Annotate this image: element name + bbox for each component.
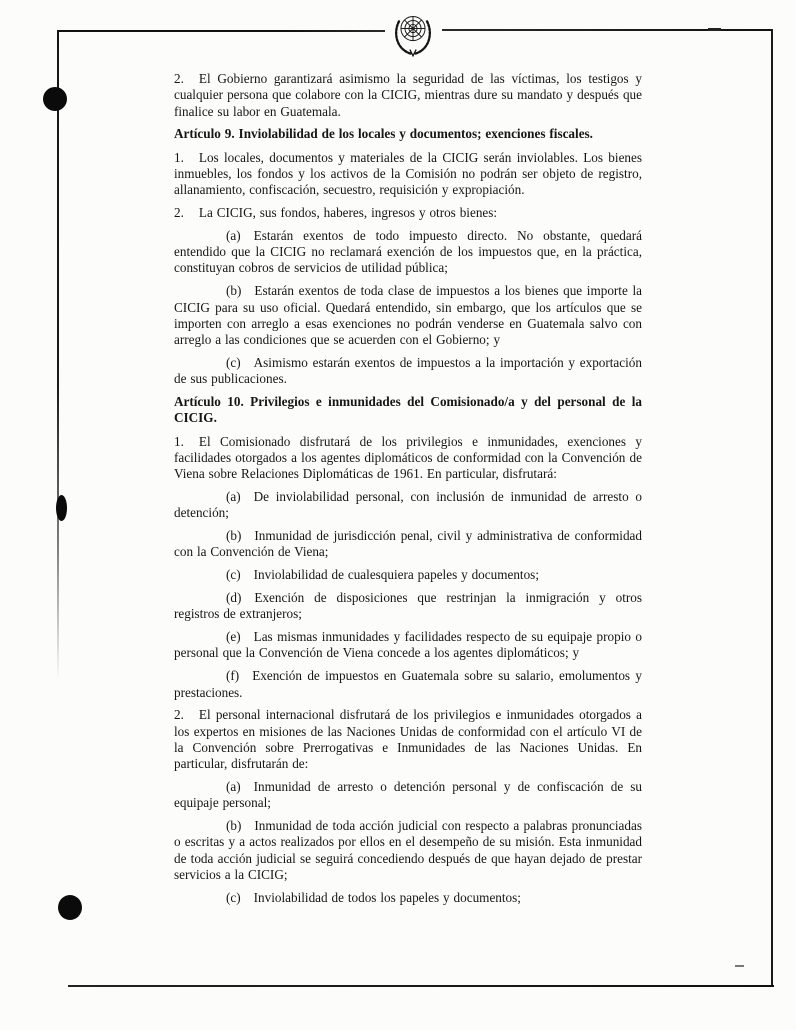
punch-hole-mark-top: [43, 87, 67, 111]
item-text: Exención de disposiciones que restrinjan la inmigración y otros registros de extranjeros;: [174, 590, 642, 622]
item-10-2-c: [174, 890, 642, 906]
page-border-right: [771, 29, 773, 987]
item-letter: (c): [226, 567, 241, 583]
item-text: Asimismo estarán exentos de impuestos a la importación y exportación de sus publicaciones.: [174, 354, 642, 387]
item-10-1-e: [174, 629, 642, 662]
punch-hole-mark-middle: [56, 495, 67, 521]
item-letter: (e): [226, 629, 241, 645]
item-letter: (c): [226, 354, 241, 370]
paragraph-text: El Gobierno garantizará asimismo la seguridad de las víctimas, los testigos y cualquier persona que colabore con la CICIG, mientras dure su mandato y después que finalice su labor en Guatemala.: [174, 71, 642, 119]
item-letter: (c): [226, 889, 241, 905]
item-10-2-b: [174, 818, 642, 883]
para-seguridad-victimas: [174, 71, 642, 120]
item-10-1-d: [174, 590, 642, 623]
paragraph-number: 1.: [174, 149, 184, 165]
item-letter: (d): [226, 590, 242, 606]
item-9-2-c: [174, 355, 642, 388]
document-content: [174, 71, 642, 913]
heading-articulo-9: Artículo 9. Inviolabilidad de los locales y documentos; exenciones fiscales.: [174, 126, 593, 142]
paragraph-text: El personal internacional disfrutará de los privilegios e inmunidades otorgados a los expertos en misiones de las Naciones Unidas de conformidad con el artículo VI de la Convención sobre Prerrogativas e Inmunidades de las Naciones Unidas. En particular, disfrutarán de:: [174, 707, 642, 772]
page-border-bottom: [68, 985, 774, 987]
paragraph-number: 2.: [174, 205, 184, 221]
item-letter: (f): [226, 668, 240, 684]
para-10-2: [174, 707, 642, 772]
page-border-top-right: [442, 29, 773, 31]
item-letter: (a): [226, 778, 241, 794]
paragraph-number: 1.: [174, 433, 184, 449]
item-text: De inviolabilidad personal, con inclusión de inmunidad de arresto o detención;: [174, 489, 642, 521]
un-emblem-icon: [386, 8, 440, 58]
item-letter: (a): [226, 489, 241, 505]
item-9-2-a: [174, 228, 642, 277]
item-letter: (b): [226, 528, 242, 544]
punch-hole-mark-bottom: [58, 895, 82, 920]
page-border-left: [57, 30, 59, 680]
scan-artifact-dash-bottom: [735, 965, 744, 967]
item-10-2-a: [174, 779, 642, 812]
item-9-2-b: [174, 283, 642, 348]
item-text: Estarán exentos de todo impuesto directo. No obstante, quedará entendido que la CICIG no reclamará exención de los impuestos que, en la práctica, constituyan cobros de servicios de utilidad pública;: [174, 227, 642, 276]
paragraph-number: 2.: [174, 71, 184, 86]
item-text: Exención de impuestos en Guatemala sobre su salario, emolumentos y prestaciones.: [174, 668, 642, 700]
heading-articulo-10: Artículo 10. Privilegios e inmunidades del Comisionado/a y del personal de la CICIG.: [174, 394, 642, 426]
para-9-2: [174, 205, 642, 221]
item-10-1-b: [174, 528, 642, 561]
item-letter: (b): [226, 283, 242, 299]
para-9-1: [174, 150, 642, 199]
paragraph-text: Los locales, documentos y materiales de la CICIG serán inviolables. Los bienes inmuebles, los fondos y los activos de la Comisión no podrán ser objeto de registro, allanamiento, confiscación, secuestro, requisición y expropiación.: [174, 149, 642, 198]
item-text: Las mismas inmunidades y facilidades respecto de su equipaje propio o personal que la Convención de Viena concede a los agentes diplomáticos; y: [174, 629, 642, 661]
scan-artifact-dash: [708, 28, 721, 31]
para-10-1: [174, 434, 642, 483]
paragraph-text: El Comisionado disfrutará de los privilegios e inmunidades, exenciones y facilidades otorgados a los agentes diplomáticos de conformidad con la Convención de Viena sobre Relaciones Diplomáticas de 1961. En particular, disfrutará:: [174, 433, 642, 482]
item-10-1-f: [174, 668, 642, 701]
item-letter: (a): [226, 227, 241, 243]
paragraph-number: 2.: [174, 707, 184, 723]
paragraph-text: La CICIG, sus fondos, haberes, ingresos y otros bienes:: [198, 205, 498, 221]
item-text: Inmunidad de toda acción judicial con respecto a palabras pronunciadas o escritas y a actos realizados por ellos en el desempeño de su misión. Esta inmunidad de toda acción judicial se seguirá concediendo después de que hayan dejado de prestar servicios a la CICIG;: [174, 818, 642, 882]
item-text: Estarán exentos de toda clase de impuestos a los bienes que importe la CICIG para su uso oficial. Quedará entendido, sin embargo, que los artículos que se importen con arreglo a esas exenciones no podrán venderse en Guatemala salvo con arreglo a las condiciones que se acuerden con el Gobierno; y: [174, 283, 642, 348]
item-text: Inmunidad de jurisdicción penal, civil y administrativa de conformidad con la Convención de Viena;: [174, 528, 642, 560]
page-border-top-left: [57, 30, 385, 32]
item-10-1-c: [174, 567, 642, 583]
item-text: Inviolabilidad de todos los papeles y documentos;: [253, 889, 521, 905]
item-letter: (b): [226, 818, 242, 834]
item-text: Inmunidad de arresto o detención personal y de confiscación de su equipaje personal;: [174, 778, 642, 811]
item-text: Inviolabilidad de cualesquiera papeles y documentos;: [253, 567, 539, 583]
item-10-1-a: [174, 489, 642, 522]
